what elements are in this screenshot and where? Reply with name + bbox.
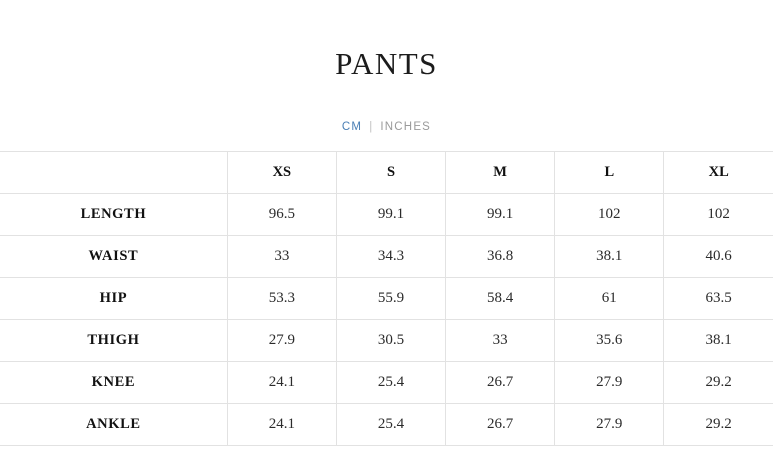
page-title: PANTS xyxy=(335,45,438,81)
size-guide-page xyxy=(0,21,773,449)
unit-separator: | xyxy=(369,120,374,133)
cell-thigh-m: 33 xyxy=(446,319,555,361)
row-label-knee: KNEE xyxy=(0,361,227,403)
table-row xyxy=(0,403,773,445)
table-body xyxy=(0,193,773,445)
cell-waist-m: 36.8 xyxy=(446,235,555,277)
cell-waist-xs: 33 xyxy=(227,235,336,277)
cell-ankle-xs: 24.1 xyxy=(227,403,336,445)
cell-ankle-m: 26.7 xyxy=(446,403,555,445)
cell-length-m: 99.1 xyxy=(446,193,555,235)
table-header-row xyxy=(0,151,773,193)
cell-knee-m: 26.7 xyxy=(446,361,555,403)
unit-option-inches[interactable]: INCHES xyxy=(380,120,432,133)
cell-length-s: 99.1 xyxy=(336,193,445,235)
cell-hip-m: 58.4 xyxy=(446,277,555,319)
cell-hip-l: 61 xyxy=(555,277,664,319)
cell-waist-l: 38.1 xyxy=(555,235,664,277)
cell-hip-xl: 63.5 xyxy=(664,277,773,319)
cell-length-xl: 102 xyxy=(664,193,773,235)
unit-option-cm[interactable]: CM xyxy=(341,120,363,133)
cell-thigh-xs: 27.9 xyxy=(227,319,336,361)
table-row xyxy=(0,235,773,277)
row-label-waist: WAIST xyxy=(0,235,227,277)
cell-hip-s: 55.9 xyxy=(336,277,445,319)
row-label-length: LENGTH xyxy=(0,193,227,235)
cell-knee-s: 25.4 xyxy=(336,361,445,403)
cell-knee-xl: 29.2 xyxy=(664,361,773,403)
cell-waist-s: 34.3 xyxy=(336,235,445,277)
column-header-l: L xyxy=(555,151,664,193)
cell-hip-xs: 53.3 xyxy=(227,277,336,319)
cell-ankle-s: 25.4 xyxy=(336,403,445,445)
row-label-thigh: THIGH xyxy=(0,319,227,361)
cell-thigh-xl: 38.1 xyxy=(664,319,773,361)
cell-waist-xl: 40.6 xyxy=(664,235,773,277)
row-label-hip: HIP xyxy=(0,277,227,319)
column-header-s: S xyxy=(336,151,445,193)
table-header xyxy=(0,151,773,193)
column-header-m: M xyxy=(446,151,555,193)
cell-length-l: 102 xyxy=(555,193,664,235)
cell-length-xs: 96.5 xyxy=(227,193,336,235)
table-row xyxy=(0,319,773,361)
unit-toggle xyxy=(0,121,773,133)
cell-ankle-xl: 29.2 xyxy=(664,403,773,445)
column-header-xs: XS xyxy=(227,151,336,193)
cell-knee-xs: 24.1 xyxy=(227,361,336,403)
table-row xyxy=(0,193,773,235)
cell-ankle-l: 27.9 xyxy=(555,403,664,445)
row-label-ankle: ANKLE xyxy=(0,403,227,445)
column-header-xl: XL xyxy=(664,151,773,193)
cell-thigh-l: 35.6 xyxy=(555,319,664,361)
cell-knee-l: 27.9 xyxy=(555,361,664,403)
table-row xyxy=(0,277,773,319)
cell-thigh-s: 30.5 xyxy=(336,319,445,361)
table-corner-cell xyxy=(0,151,227,193)
size-chart-table xyxy=(0,151,773,446)
table-row xyxy=(0,361,773,403)
